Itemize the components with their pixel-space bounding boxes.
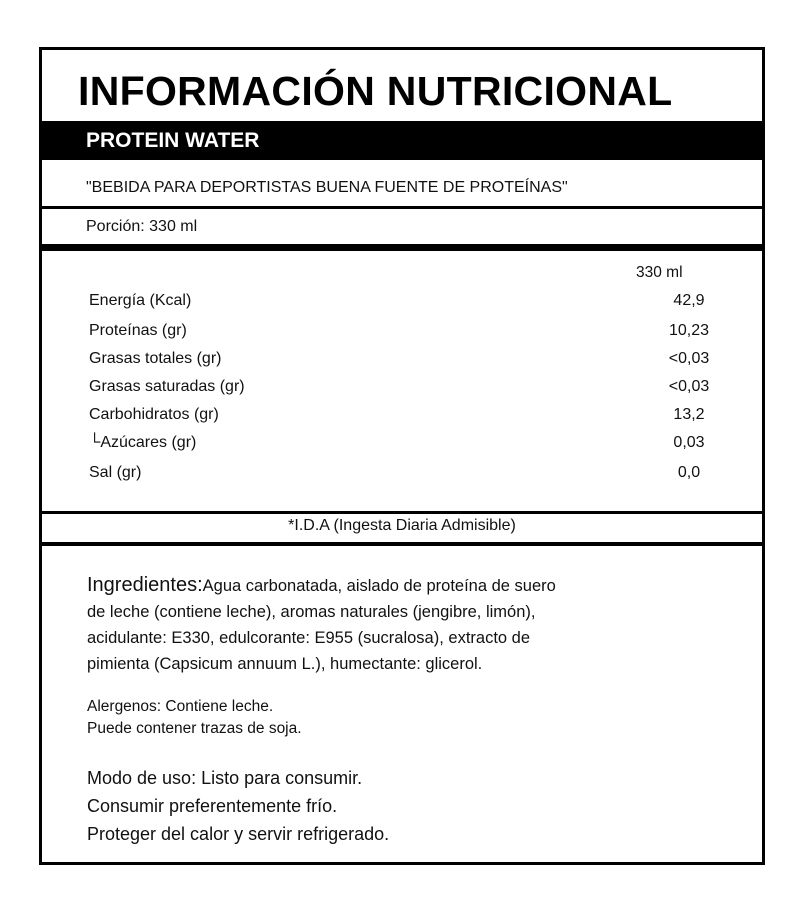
usage-block [87,764,389,848]
product-name: PROTEIN WATER [86,129,260,152]
ingredients-line: Agua carbonatada, aislado de proteína de suero [202,577,556,595]
thick-divider [42,244,762,251]
divider [42,542,762,546]
ingredients-line: de leche (contiene leche), aromas naturales (jengibre, limón), [87,603,536,621]
ingredients-heading: Ingredientes: [87,574,203,596]
nutrient-value: 0,03 [673,434,705,451]
product-claim: "BEBIDA PARA DEPORTISTAS BUENA FUENTE DE PROTEÍNAS" [86,179,568,196]
divider [42,206,762,209]
allergens-line: Puede contener trazas de soja. [87,720,302,737]
label-title: INFORMACIÓN NUTRICIONAL [78,68,673,114]
product-name-band [42,121,762,160]
nutrient-value: 0,0 [677,464,701,481]
nutrient-name: Carbohidratos (gr) [89,406,219,423]
usage-line: Modo de uso: Listo para consumir. [87,768,363,788]
nutrition-label [39,47,765,865]
ida-note: *I.D.A (Ingesta Diaria Admisible) [288,517,516,534]
nutrient-value: <0,03 [668,350,710,367]
portion-size: Porción: 330 ml [86,218,198,235]
column-header: 330 ml [636,264,683,281]
nutrient-name: Grasas totales (gr) [89,350,222,367]
nutrient-name: Proteínas (gr) [89,322,187,339]
ingredients-line: acidulante: E330, edulcorante: E955 (sucralosa), extracto de [87,629,531,647]
allergens-line: Alergenos: Contiene leche. [87,698,274,715]
usage-line: Proteger del calor y servir refrigerado. [87,824,390,844]
nutrient-name: └Azúcares (gr) [89,434,197,451]
nutrient-value: 13,2 [673,406,705,423]
nutrient-value: 10,23 [668,322,710,339]
usage-line: Consumir preferentemente frío. [87,796,338,816]
divider [42,511,762,514]
nutrient-name: Sal (gr) [89,464,142,481]
nutrient-name: Grasas saturadas (gr) [89,378,245,395]
nutrient-value: 42,9 [673,292,705,309]
nutrient-value: <0,03 [668,378,710,395]
allergens-block [87,696,302,740]
nutrient-name: Energía (Kcal) [89,292,192,309]
ingredients-block [87,572,707,677]
ingredients-line: pimienta (Capsicum annuum L.), humectante: glicerol. [87,655,483,673]
